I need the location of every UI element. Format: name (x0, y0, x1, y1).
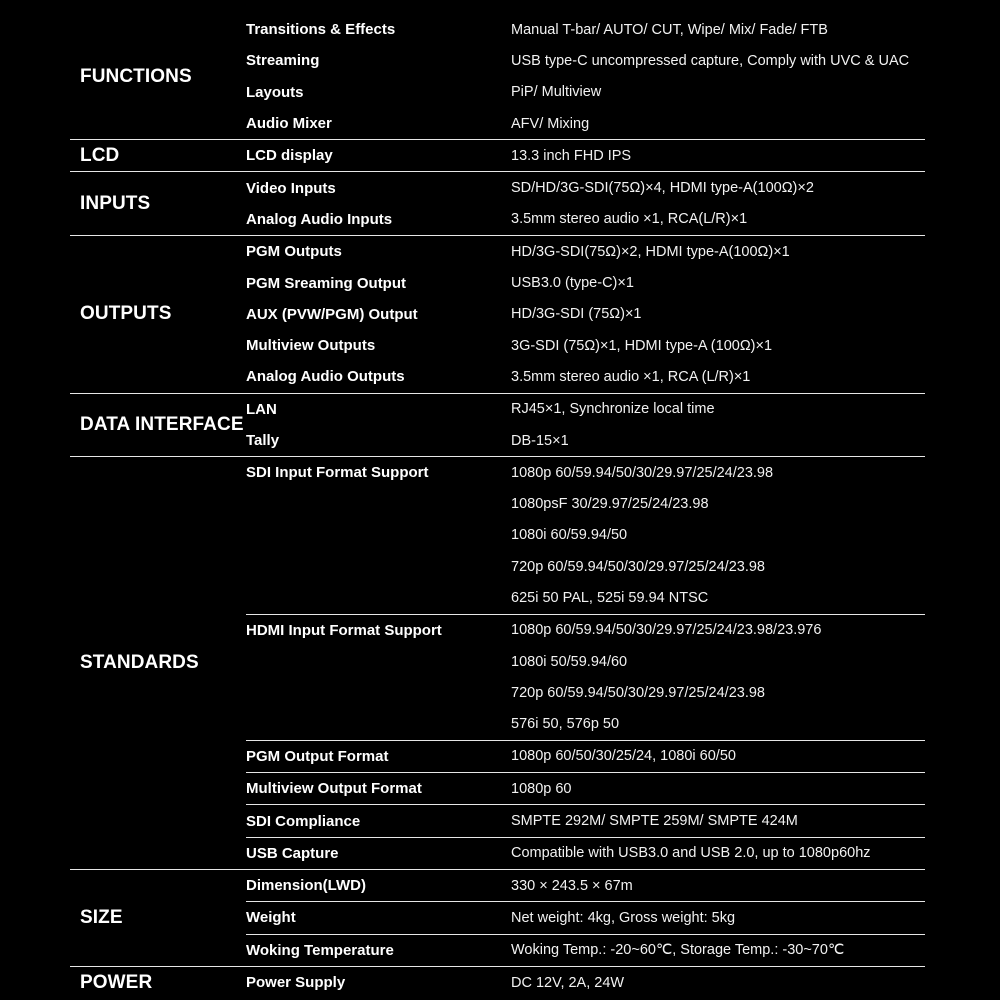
spec-value: 13.3 inch FHD IPS (511, 147, 632, 164)
spec-label: Analog Audio Outputs (246, 368, 405, 386)
spec-group (246, 394, 925, 457)
spec-row (246, 361, 925, 392)
spec-label: Audio Mixer (246, 115, 332, 133)
spec-value: SMPTE 292M/ SMPTE 259M/ SMPTE 424M (511, 813, 798, 830)
spec-group (246, 934, 925, 966)
spec-value: PiP/ Multiview (511, 84, 602, 101)
section-standards (70, 456, 925, 869)
spec-row (246, 425, 925, 456)
spec-label: PGM Output Format (246, 747, 389, 765)
spec-label: AUX (PVW/PGM) Output (246, 305, 418, 323)
spec-row (246, 902, 925, 933)
category-label: SIZE (80, 906, 123, 928)
spec-value: 1080i 60/59.94/50 (511, 527, 628, 544)
spec-value: HD/3G-SDI (75Ω)×1 (511, 306, 642, 323)
section-lcd (70, 139, 925, 171)
spec-row (246, 967, 925, 998)
spec-value: RJ45×1, Synchronize local time (511, 401, 715, 418)
spec-value: 1080p 60 (511, 780, 572, 797)
spec-row (246, 615, 925, 646)
spec-row (246, 646, 925, 677)
section-outputs (70, 235, 925, 392)
spec-row (246, 45, 925, 76)
spec-value: 1080i 50/59.94/60 (511, 653, 628, 670)
spec-label: Power Supply (246, 974, 346, 992)
spec-label: SDI Compliance (246, 812, 361, 830)
category-label: POWER (80, 971, 153, 993)
spec-value: 1080p 60/59.94/50/30/29.97/25/24/23.98/23.976 (511, 622, 822, 639)
spec-value: DB-15×1 (511, 432, 569, 449)
spec-value: 720p 60/59.94/50/30/29.97/25/24/23.98 (511, 558, 765, 575)
spec-group (246, 14, 925, 139)
spec-row (246, 582, 925, 613)
spec-row (246, 773, 925, 804)
spec-group (246, 870, 925, 901)
category-label: STANDARDS (80, 652, 199, 674)
spec-label: SDI Input Format Support (246, 464, 429, 482)
spec-label: Dimension(LWD) (246, 877, 366, 895)
category-label: LCD (80, 144, 120, 166)
spec-label: USB Capture (246, 844, 339, 862)
category-label: INPUTS (80, 192, 151, 214)
spec-row (246, 677, 925, 708)
spec-row (246, 488, 925, 519)
spec-row (246, 14, 925, 45)
spec-label: Weight (246, 909, 296, 927)
spec-group (246, 740, 925, 772)
spec-value: USB type-C uncompressed capture, Comply with UVC & UAC (511, 52, 910, 69)
spec-label: Video Inputs (246, 179, 336, 197)
spec-group (246, 140, 925, 171)
spec-value: 1080psF 30/29.97/25/24/23.98 (511, 496, 709, 513)
spec-row (246, 204, 925, 235)
spec-value: 3G-SDI (75Ω)×1, HDMI type-A (100Ω)×1 (511, 337, 773, 354)
spec-label: Streaming (246, 52, 320, 70)
spec-value: 1080p 60/50/30/25/24, 1080i 60/50 (511, 748, 736, 765)
spec-row (246, 935, 925, 966)
spec-value: Manual T-bar/ AUTO/ CUT, Wipe/ Mix/ Fade/ FTB (511, 21, 828, 38)
spec-value: USB3.0 (type-C)×1 (511, 275, 634, 292)
spec-label: Layouts (246, 83, 304, 101)
spec-label: PGM Sreaming Output (246, 274, 407, 292)
category-label: OUTPUTS (80, 303, 172, 325)
spec-row (246, 172, 925, 203)
spec-row (246, 551, 925, 582)
spec-value: 720p 60/59.94/50/30/29.97/25/24/23.98 (511, 684, 765, 701)
spec-group (246, 837, 925, 869)
spec-value: SD/HD/3G-SDI(75Ω)×4, HDMI type-A(100Ω)×2 (511, 180, 814, 197)
spec-group (246, 772, 925, 804)
spec-value: HD/3G-SDI(75Ω)×2, HDMI type-A(100Ω)×1 (511, 243, 790, 260)
spec-label: LCD display (246, 147, 333, 165)
spec-row (246, 520, 925, 551)
spec-value: 3.5mm stereo audio ×1, RCA (L/R)×1 (511, 368, 751, 385)
spec-label: Woking Temperature (246, 941, 394, 959)
spec-group (246, 901, 925, 933)
spec-label: Analog Audio Inputs (246, 210, 393, 228)
spec-value: DC 12V, 2A, 24W (511, 974, 625, 991)
spec-row (246, 709, 925, 740)
spec-label: HDMI Input Format Support (246, 621, 442, 639)
spec-group (246, 172, 925, 235)
spec-row (246, 299, 925, 330)
spec-label: Multiview Outputs (246, 337, 376, 355)
category-label: DATA INTERFACE (80, 413, 244, 435)
spec-value: Woking Temp.: -20~60℃, Storage Temp.: -30~70℃ (511, 942, 845, 959)
spec-value: 576i 50, 576p 50 (511, 716, 620, 733)
category-label: FUNCTIONS (80, 65, 192, 87)
spec-value: 1080p 60/59.94/50/30/29.97/25/24/23.98 (511, 464, 774, 481)
spec-row (246, 236, 925, 267)
spec-value: 3.5mm stereo audio ×1, RCA(L/R)×1 (511, 211, 748, 228)
spec-row (246, 108, 925, 139)
spec-group (246, 457, 925, 613)
spec-row (246, 870, 925, 901)
spec-table (70, 14, 925, 998)
section-functions (70, 14, 925, 139)
spec-label: LAN (246, 400, 277, 418)
spec-row (246, 394, 925, 425)
spec-value: Net weight: 4kg, Gross weight: 5kg (511, 909, 736, 926)
spec-label: PGM Outputs (246, 243, 342, 261)
spec-row (246, 805, 925, 836)
section-size (70, 869, 925, 966)
spec-row (246, 457, 925, 488)
spec-row (246, 140, 925, 171)
spec-row (246, 741, 925, 772)
spec-row (246, 267, 925, 298)
spec-row (246, 330, 925, 361)
spec-value: 330 × 243.5 × 67m (511, 877, 633, 894)
spec-group (246, 236, 925, 392)
spec-group (246, 614, 925, 740)
spec-value: Compatible with USB3.0 and USB 2.0, up to 1080p60hz (511, 845, 871, 862)
section-data-interface (70, 393, 925, 457)
spec-label: Multiview Output Format (246, 780, 422, 798)
section-inputs (70, 171, 925, 235)
section-power (70, 966, 925, 998)
spec-label: Tally (246, 432, 280, 449)
spec-row (246, 77, 925, 108)
spec-group (246, 967, 925, 998)
spec-label: Transitions & Effects (246, 21, 396, 39)
spec-group (246, 804, 925, 836)
spec-value: 625i 50 PAL, 525i 59.94 NTSC (511, 589, 709, 606)
spec-value: AFV/ Mixing (511, 115, 590, 132)
spec-row (246, 838, 925, 869)
